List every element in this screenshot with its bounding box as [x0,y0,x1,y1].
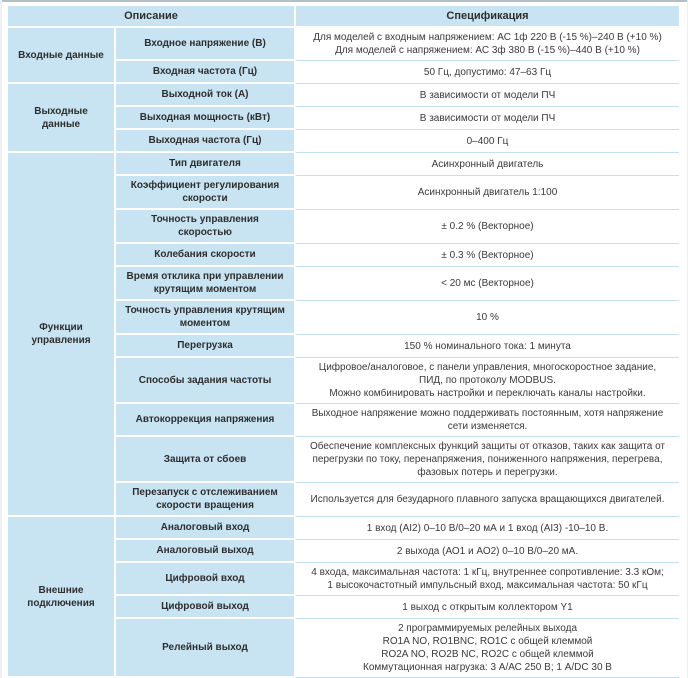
header-specification: Спецификация [296,6,679,28]
category-cell: Входные данные [8,28,116,84]
category-cell: Внешние подключения [8,517,116,678]
row-label: Защита от сбоев [116,437,296,483]
spec-line: Можно комбинировать настройки и переключать каналы настройки. [329,388,646,400]
row-spec [296,404,679,437]
spec-line: Обеспечение комплексных функций защиты от отказов, таких как защита от перегрузки по току, перенапряжения, пониженного напряжения, перегрева, фазовых потерь и перегрузки. [309,441,666,479]
row-spec [296,153,679,176]
row-label: Входная частота (Гц) [116,61,296,84]
spec-table [8,6,679,678]
row-label: Время отклика при управлении крутящим моментом [116,267,296,301]
spec-line: 1 высокочастотный импульсный вход, максимальная частота: 50 кГц [327,580,648,592]
row-spec [296,107,679,130]
row-spec [296,563,679,596]
row-label: Входное напряжение (В) [116,28,296,61]
row-spec [296,267,679,301]
spec-line: ПИД, по протоколу MODBUS. [419,375,556,387]
spec-line: В зависимости от модели ПЧ [419,112,556,124]
spec-line: Асинхронный двигатель 1:100 [417,187,558,199]
row-label: Перегрузка [116,335,296,358]
spec-line: Выходное напряжение можно поддерживать постоянным, хотя напряжение сети изменяется. [311,408,664,433]
top-rule [2,0,687,2]
spec-line: 1 выход с открытым коллектором Y1 [402,601,573,613]
row-label: Выходная мощность (кВт) [116,107,296,130]
row-label: Коэффициент регулирования скорости [116,176,296,210]
row-spec [296,619,679,678]
spec-line: RO2A NO, RO2B NC, RO2C с общей клеммой [381,649,594,661]
spec-line: < 20 мс (Векторное) [441,278,534,290]
row-spec [296,84,679,107]
row-spec [296,28,679,61]
row-spec [296,358,679,404]
spec-line: 1 вход (AI2) 0–10 В/0–20 мА и 1 вход (AI3) -10–10 В. [366,522,609,534]
row-spec [296,483,679,517]
row-spec [296,335,679,358]
row-spec [296,596,679,619]
spec-line: 2 выхода (АО1 и АО2) 0–10 В/0–20 мА. [396,545,579,557]
spec-line: 0–400 Гц [466,135,509,147]
row-label: Цифровой выход [116,596,296,619]
row-label: Релейный выход [116,619,296,678]
row-spec [296,61,679,84]
header-description: Описание [8,6,296,28]
row-label: Точность управления крутящим моментом [116,301,296,335]
spec-line: 150 % номинального тока: 1 минута [404,340,571,352]
row-spec [296,301,679,335]
spec-line: Асинхронный двигатель [431,158,544,170]
row-label: Тип двигателя [116,153,296,176]
row-label: Выходная частота (Гц) [116,130,296,153]
spec-line: 50 Гц, допустимо: 47–63 Гц [423,66,552,78]
spec-line: Для моделей с напряжением: АС 3ф 380 В (-15 %)–440 В (+10 %) [335,45,640,57]
spec-line: ± 0.3 % (Векторное) [441,249,534,261]
row-label: Колебания скорости [116,244,296,267]
row-label: Цифровой вход [116,563,296,596]
spec-line: ± 0.2 % (Векторное) [441,221,534,233]
spec-line: Цифровое/аналоговое, с панели управления, многоскоростное задание, [318,362,657,374]
row-label: Перезапуск с отслеживанием скорости вращения [116,483,296,517]
spec-line: 2 программируемых релейных выхода [397,623,578,635]
row-spec [296,437,679,483]
category-cell: Функции управления [8,153,116,517]
row-label: Аналоговый выход [116,540,296,563]
spec-line: Коммутационная нагрузка: 3 А/АС 250 В; 1 А/DC 30 В [363,662,612,674]
row-spec [296,210,679,244]
row-spec [296,540,679,563]
row-label: Автокоррекция напряжения [116,404,296,437]
row-label: Аналоговый вход [116,517,296,540]
category-cell: Выходные данные [8,84,116,153]
spec-line: Для моделей с входным напряжением: АС 1ф 220 В (-15 %)–240 В (+10 %) [313,32,662,44]
row-spec [296,130,679,153]
spec-line: В зависимости от модели ПЧ [419,89,556,101]
spec-line: 4 входа, максимальная частота: 1 кГц, внутреннее сопротивление: 3.3 кОм; [311,567,664,579]
spec-line: RO1A NO, RO1BNC, RO1C с общей клеммой [382,636,593,648]
spec-line: Используется для безударного плавного запуска вращающихся двигателей. [310,494,665,506]
spec-line: 10 % [476,312,499,324]
row-label: Выходной ток (А) [116,84,296,107]
row-label: Способы задания частоты [116,358,296,404]
row-spec [296,517,679,540]
row-spec [296,176,679,210]
row-spec [296,244,679,267]
row-label: Точность управления скоростью [116,210,296,244]
